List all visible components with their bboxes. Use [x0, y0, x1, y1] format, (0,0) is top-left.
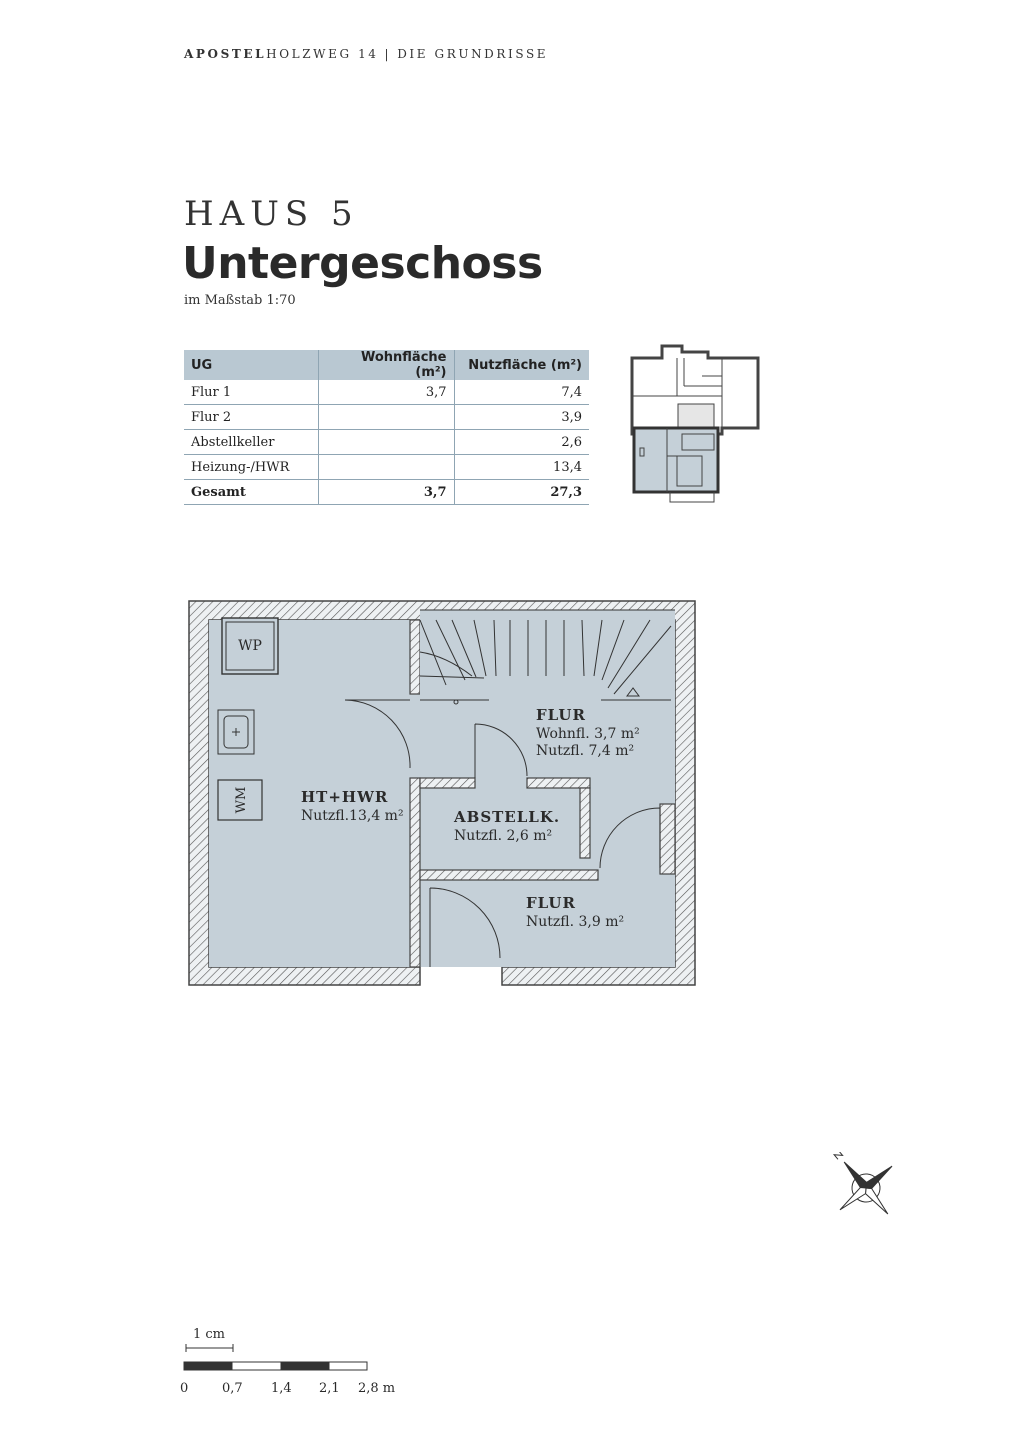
row-nutzflaeche: 3,9 [454, 405, 589, 430]
staircase [420, 610, 675, 704]
interior-wall [527, 778, 590, 788]
scale-bar [178, 1322, 408, 1406]
room-wohnflaeche: Wohnfl. 3,7 m² [536, 726, 640, 742]
room-nutzflaeche: Nutzfl. 7,4 m² [536, 743, 635, 759]
area-table [184, 350, 589, 505]
col-header-ug: UG [184, 350, 318, 380]
interior-wall [420, 870, 598, 880]
header-section: DIE GRUNDRISSE [397, 47, 549, 61]
table-total-row [184, 480, 589, 505]
row-label: Abstellkeller [184, 430, 318, 455]
scale-tick-label: 1,4 [271, 1381, 292, 1396]
interior-wall [410, 620, 420, 694]
page-title: Untergeschoss [182, 238, 543, 289]
total-nutzflaeche: 27,3 [454, 480, 589, 505]
row-nutzflaeche: 2,6 [454, 430, 589, 455]
table-row [184, 405, 589, 430]
wp-label: WP [238, 638, 262, 654]
scale-tick-label: 0 [180, 1381, 189, 1396]
total-label: Gesamt [184, 480, 318, 505]
room-nutzflaeche: Nutzfl. 2,6 m² [454, 828, 553, 844]
room-name: FLUR [536, 706, 586, 724]
room-nutzflaeche: Nutzfl.13,4 m² [301, 808, 404, 824]
key-plan-thumbnail [622, 336, 762, 506]
room-name: ABSTELLK. [454, 808, 561, 826]
house-label: HAUS 5 [184, 194, 359, 234]
floor-plan [184, 596, 704, 992]
compass-rose-icon [830, 1152, 902, 1224]
header-project-bold: APOSTEL [184, 47, 267, 61]
interior-wall [660, 804, 675, 874]
table-row [184, 430, 589, 455]
row-wohnflaeche [318, 455, 454, 480]
col-header-nutzflaeche: Nutzfläche (m²) [454, 350, 589, 380]
room-name: FLUR [526, 894, 576, 912]
scale-segment [184, 1362, 232, 1370]
scale-tick-label: 2,8 m [358, 1381, 396, 1396]
row-wohnflaeche [318, 405, 454, 430]
row-label: Flur 1 [184, 380, 318, 405]
row-nutzflaeche: 7,4 [454, 380, 589, 405]
room-name: HT+HWR [301, 788, 389, 806]
scale-unit-marker [186, 1344, 233, 1352]
interior-wall [410, 778, 420, 967]
interior-wall [580, 788, 590, 858]
header-project-rest: HOLZWEG 14 [266, 47, 379, 61]
wm-label: WM [234, 786, 249, 814]
scale-tick-label: 0,7 [222, 1381, 243, 1396]
highlighted-floor [634, 428, 718, 492]
scale-unit-label: 1 cm [193, 1327, 226, 1342]
room-nutzflaeche: Nutzfl. 3,9 m² [526, 914, 625, 930]
col-header-wohnflaeche: Wohnfläche (m²) [318, 350, 454, 380]
scale-segment [232, 1362, 281, 1370]
row-nutzflaeche: 13,4 [454, 455, 589, 480]
row-wohnflaeche: 3,7 [318, 380, 454, 405]
interior-wall [420, 778, 475, 788]
header-separator: | [384, 47, 392, 61]
heat-pump-unit [222, 618, 278, 674]
table-header-row [184, 350, 589, 380]
table-row [184, 455, 589, 480]
scale-note: im Maßstab 1:70 [184, 293, 296, 308]
scale-segment [281, 1362, 329, 1370]
total-wohnflaeche: 3,7 [318, 480, 454, 505]
scale-segment [329, 1362, 367, 1370]
scale-tick-label: 2,1 [319, 1381, 340, 1396]
row-label: Flur 2 [184, 405, 318, 430]
row-label: Heizung-/HWR [184, 455, 318, 480]
table-row [184, 380, 589, 405]
row-wohnflaeche [318, 430, 454, 455]
page-header [184, 47, 548, 61]
